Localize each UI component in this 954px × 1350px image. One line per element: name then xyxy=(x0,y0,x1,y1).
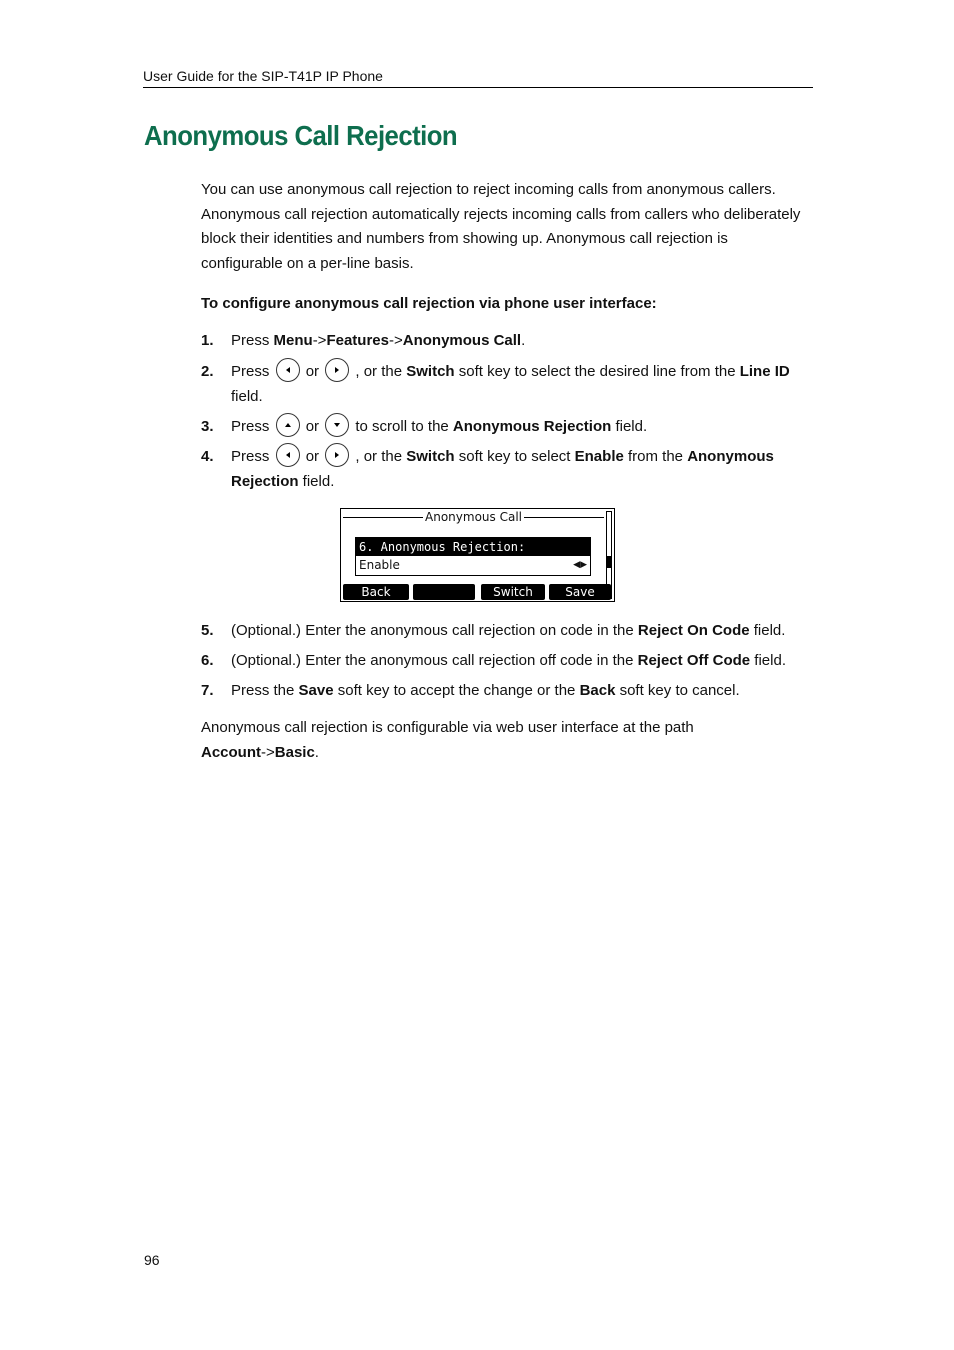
outro-paragraph: Anonymous call rejection is configurable via web user interface at the path Account->Basic. xyxy=(201,719,694,761)
step-body: Press Menu->Features->Anonymous Call. xyxy=(231,332,526,349)
page-number: 96 xyxy=(144,1252,160,1268)
field-value: Enable ◀▶ xyxy=(359,558,587,572)
up-key-icon xyxy=(276,413,300,437)
left-right-arrows-icon: ◀▶ xyxy=(573,560,587,570)
softkey-empty xyxy=(413,584,475,600)
procedure-heading: To configure anonymous call rejection via phone user interface: xyxy=(201,295,657,312)
step-number: 5. xyxy=(201,622,214,639)
step-number: 2. xyxy=(201,363,214,380)
page-header xyxy=(143,68,813,88)
left-key-icon xyxy=(276,358,300,382)
right-key-icon xyxy=(325,443,349,467)
step-body: Press or , or the Switch soft key to select the desired line from the Line ID field. xyxy=(231,359,811,409)
softkey-save: Save xyxy=(549,584,611,600)
field-label: 6. Anonymous Rejection: xyxy=(356,538,590,556)
step-number: 4. xyxy=(201,448,214,465)
right-key-icon xyxy=(325,358,349,382)
softkey-bar xyxy=(343,584,612,600)
rejection-field xyxy=(355,537,591,576)
step-number: 6. xyxy=(201,652,214,669)
intro-paragraph: You can use anonymous call rejection to reject incoming calls from anonymous callers. Anonymous call rejection automatically rejects incoming calls from callers who deliberately block their identities and numbers from showing up. Anonymous call rejection is configurable on a per-line basis. xyxy=(201,181,801,273)
section-title: Anonymous Call Rejection xyxy=(144,120,458,151)
step-number: 1. xyxy=(201,332,214,349)
scroll-thumb xyxy=(607,556,611,568)
screen-title: Anonymous Call xyxy=(425,510,522,524)
phone-screen-illustration xyxy=(340,508,615,602)
step-number: 7. xyxy=(201,682,214,699)
softkey-switch: Switch xyxy=(481,584,545,600)
softkey-back: Back xyxy=(343,584,409,600)
step-body: (Optional.) Enter the anonymous call rejection on code in the Reject On Code field. xyxy=(231,622,786,639)
step-body: Press or , or the Switch soft key to select Enable from the Anonymous Rejection field. xyxy=(231,444,811,494)
step-number: 3. xyxy=(201,418,214,435)
step-body: Press the Save soft key to accept the change or the Back soft key to cancel. xyxy=(231,682,740,699)
step-body: Press or to scroll to the Anonymous Rejection field. xyxy=(231,414,811,439)
header-text: User Guide for the SIP-T41P IP Phone xyxy=(143,68,383,84)
down-key-icon xyxy=(325,413,349,437)
step-body: (Optional.) Enter the anonymous call rejection off code in the Reject Off Code field. xyxy=(231,652,786,669)
left-key-icon xyxy=(276,443,300,467)
